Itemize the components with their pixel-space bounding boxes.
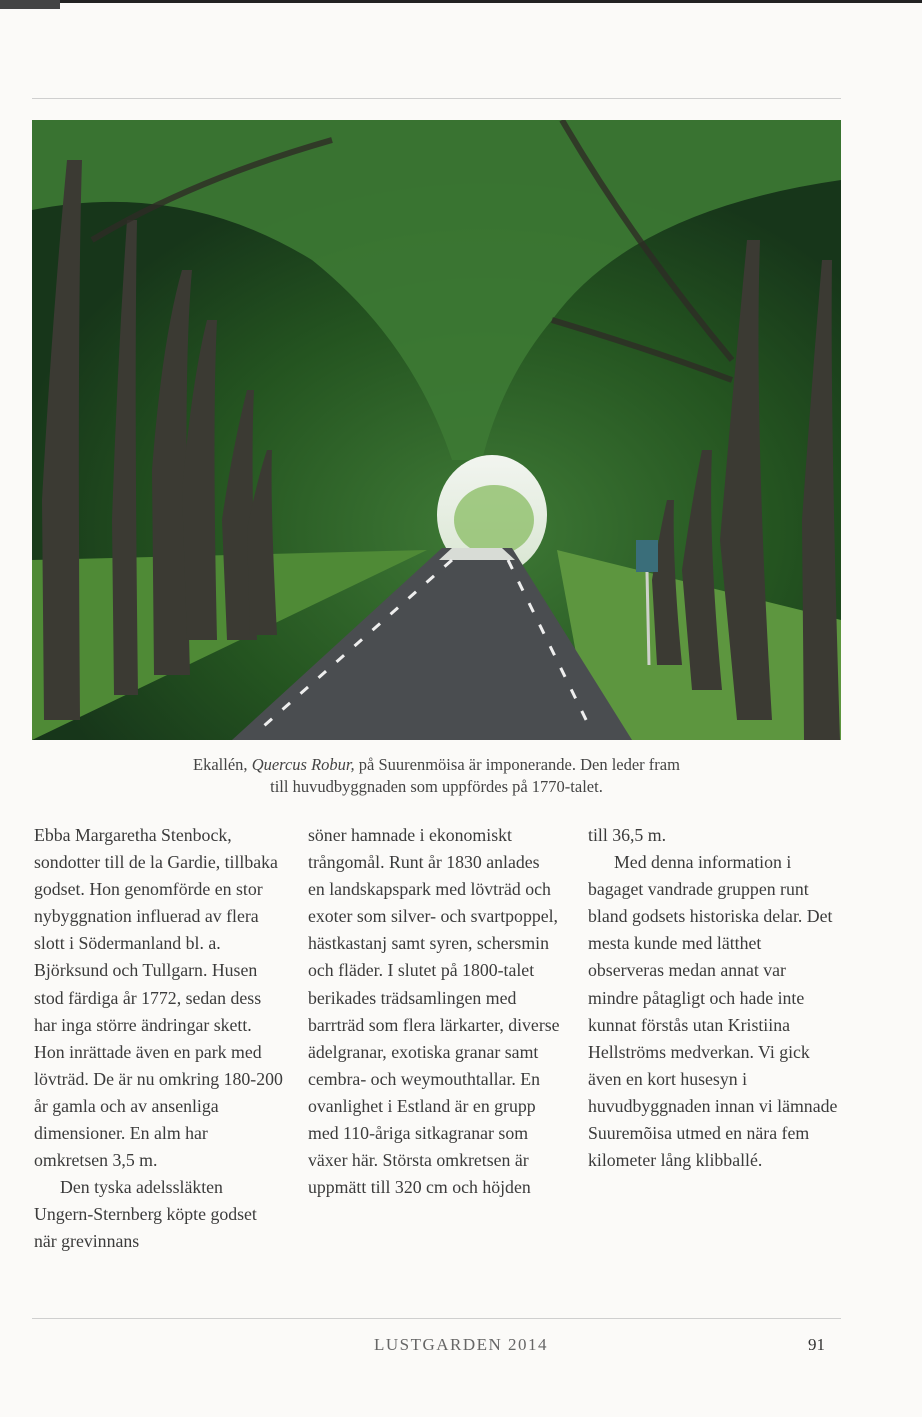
road-sign-icon (636, 540, 658, 572)
page-number: 91 (808, 1335, 825, 1354)
footer-rule (32, 1318, 841, 1319)
photo-caption (32, 754, 841, 798)
caption-line-1: Ekallén, Quercus Robur, på Suurenmöisa är imponerande. Den leder fram (193, 755, 680, 774)
text-column-2 (308, 822, 560, 1201)
caption-line-2: till huvudbyggnaden som uppfördes på 1770-talet. (270, 777, 603, 796)
publication-title: LUSTGARDEN 2014 (373, 1335, 549, 1354)
paragraph: Med denna information i bagaget vandrade gruppen runt bland godsets historiska delar. Det mesta kunde med lätthet observeras medan annat var mindre påtagligt och hade inte kunnat förstås utan Kristiina Hellströms medverkan. Vi gick även en kort husesyn i huvudbyggnaden innan vi lämnade Suuremõisa utmed en nära fem kilometer lång klibballé. (588, 852, 838, 1171)
scan-artifact (0, 0, 60, 9)
paragraph: till 36,5 m. (588, 825, 667, 845)
paragraph: Ebba Margaretha Stenbock, sondotter till de la Gardie, tillbaka godset. Hon genomförde en stor nybyggnation influerad av flera slott i Södermanland bl. a. Björksund och Tullgarn. Husen stod färdiga år 1772, sedan dess har inga större ändringar skett. Hon inrättade även en park med lövträd. De är nu omkring 180-200 år gamla och av ansenliga dimensioner. En alm har omkretsen 3,5 m. (34, 825, 283, 1171)
text-column-3 (588, 822, 838, 1174)
header-rule (32, 98, 841, 99)
paragraph: söner hamnade i ekonomiskt trångomål. Runt år 1830 anlades en landskapspark med lövträd och exoter som silver- och svartpoppel, hästkastanj samt syren, schersmin och fläder. I slutet på 1800-talet berikades trädsamlingen med barrträd som flera lärkarter, diverse ädelgranar, exotiska granar samt cembra- och weymouthtallar. En ovanlighet i Estland är en grupp med 110-åriga sitkagranar som växer här. Största omkretsen är uppmätt till 320 cm och höjden (308, 825, 560, 1198)
page-top-edge (0, 0, 922, 3)
text-column-1 (34, 822, 284, 1256)
paragraph: Den tyska adelssläkten Ungern-Sternberg köpte godset när grevinnans (34, 1177, 257, 1252)
oak-avenue-illustration (32, 120, 841, 740)
oak-avenue-photo (32, 120, 841, 740)
